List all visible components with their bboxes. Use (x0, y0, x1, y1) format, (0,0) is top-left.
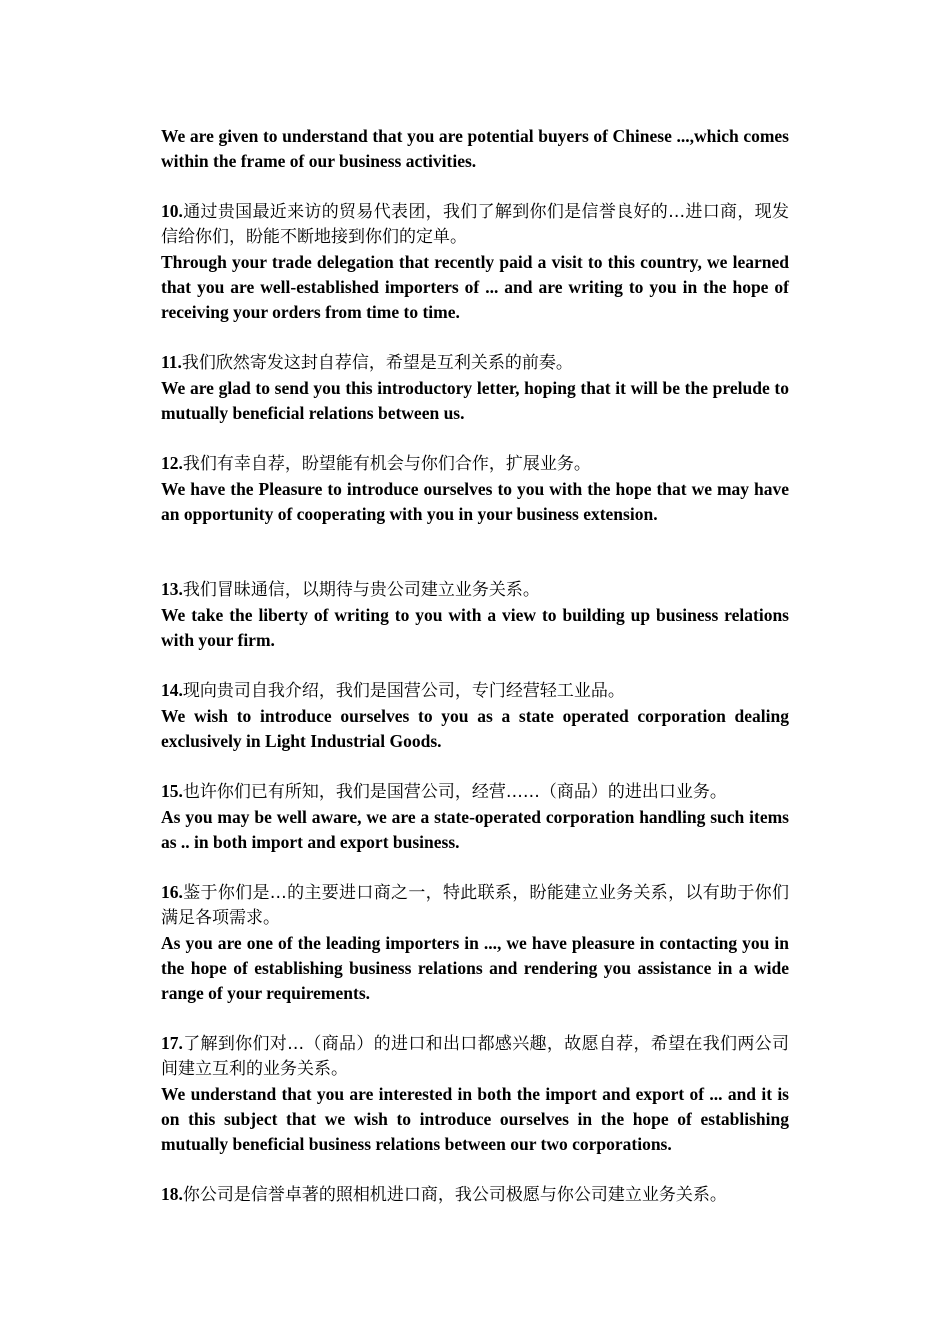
entry-11 (161, 350, 789, 426)
spacer (161, 653, 789, 678)
entry-english: We wish to introduce ourselves to you as a state operated corporation dealing exclusively in Light Industrial Goods. (161, 706, 789, 751)
spacer (161, 174, 789, 199)
entry-chinese-text: 你公司是信誉卓著的照相机进口商，我公司极愿与你公司建立业务关系。 (182, 1185, 727, 1205)
entry-chinese-text: 我们欣然寄发这封自荐信，希望是互利关系的前奏。 (181, 353, 573, 373)
spacer (161, 325, 789, 350)
entry-number: 17. (161, 1033, 183, 1053)
entry-chinese (161, 880, 789, 931)
entry-chinese (161, 779, 789, 805)
entry-13 (161, 577, 789, 653)
entry-english: As you may be well aware, we are a state-operated corporation handling such items as .. in both import and export business. (161, 807, 789, 852)
entry-chinese-text: 通过贵国最近来访的贸易代表团，我们了解到你们是信誉良好的…进口商，现发信给你们，盼能不断地接到你们的定单。 (161, 202, 789, 247)
spacer (161, 855, 789, 880)
entry-chinese (161, 1182, 789, 1208)
entry-english: We understand that you are interested in both the import and export of ... and it is on this subject that we wish to introduce ourselves in the hope of establishing mutually beneficial business relations between our two corporations. (161, 1084, 789, 1154)
intro-english: We are given to understand that you are potential buyers of Chinese ...,which comes within the frame of our business activities. (161, 126, 789, 171)
entry-number: 10. (161, 201, 183, 221)
entry-chinese-text: 我们冒昧通信，以期待与贵公司建立业务关系。 (182, 580, 540, 600)
entry-chinese (161, 577, 789, 603)
entry-english: Through your trade delegation that recently paid a visit to this country, we learned that you are well-established importers of ... and are writing to you in the hope of receiving your orders from time to time. (161, 252, 789, 322)
entry-number: 13. (161, 579, 183, 599)
entry-number: 18. (161, 1184, 183, 1204)
entry-chinese (161, 1031, 789, 1082)
entry-english: We take the liberty of writing to you with a view to building up business relations with your firm. (161, 605, 789, 650)
entry-16 (161, 880, 789, 1006)
entry-chinese-text: 鉴于你们是…的主要进口商之一，特此联系，盼能建立业务关系，以有助于你们满足各项需求。 (161, 883, 789, 928)
entry-17 (161, 1031, 789, 1157)
spacer (161, 1157, 789, 1182)
entry-english: We have the Pleasure to introduce ourselves to you with the hope that we may have an opportunity of cooperating with you in your business extension. (161, 479, 789, 524)
document-page (161, 124, 789, 1208)
entry-chinese (161, 350, 789, 376)
spacer (161, 527, 789, 577)
entry-chinese-text: 了解到你们对…（商品）的进口和出口都感兴趣，故愿自荐，希望在我们两公司间建立互利的业务关系。 (161, 1034, 789, 1079)
spacer (161, 426, 789, 451)
entry-12 (161, 451, 789, 527)
entry-number: 15. (161, 781, 183, 801)
entry-chinese-text: 也许你们已有所知，我们是国营公司，经营……（商品）的进出口业务。 (182, 782, 727, 802)
entry-10 (161, 199, 789, 325)
entry-chinese (161, 199, 789, 250)
spacer (161, 754, 789, 779)
entry-chinese (161, 678, 789, 704)
entry-18 (161, 1182, 789, 1208)
entry-chinese-text: 我们有幸自荐，盼望能有机会与你们合作，扩展业务。 (182, 454, 591, 474)
entry-number: 16. (161, 882, 183, 902)
entry-number: 11. (161, 352, 182, 372)
entry-14 (161, 678, 789, 754)
entry-15 (161, 779, 789, 855)
entry-number: 12. (161, 453, 183, 473)
entry-english: As you are one of the leading importers in ..., we have pleasure in contacting you in the hope of establishing business relations and rendering you assistance in a wide range of your requirements. (161, 933, 789, 1003)
entry-chinese-text: 现向贵司自我介绍，我们是国营公司，专门经营轻工业品。 (182, 681, 625, 701)
entry-english: We are glad to send you this introductory letter, hoping that it will be the prelude to mutually beneficial relations between us. (161, 378, 789, 423)
entry-chinese (161, 451, 789, 477)
spacer (161, 1006, 789, 1031)
entry-number: 14. (161, 680, 183, 700)
